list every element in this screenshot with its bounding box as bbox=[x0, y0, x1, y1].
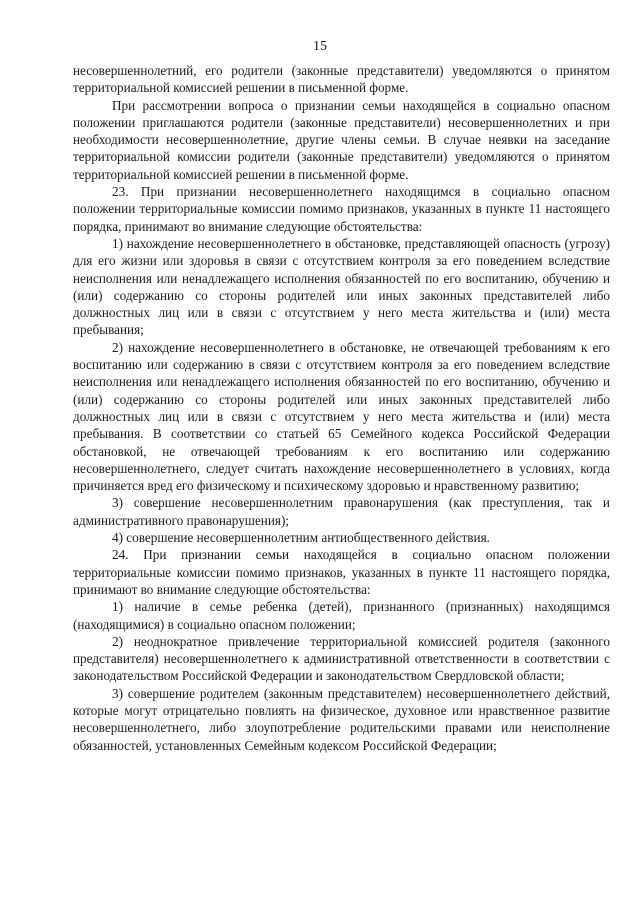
paragraph-invitation: При рассмотрении вопроса о признании семьи находящейся в социально опасном положении приглашаются родители (законные представители) несовершеннолетних и при необходимости несовершеннолетние, другие члены семьи. В случае неявки на заседание территориальной комиссии родители (законные представители) уведомляются о принятом территориальной комиссией решении в письменной форме. bbox=[73, 97, 610, 182]
list-item-23-4: 4) совершение несовершеннолетним антиобщественного действия. bbox=[112, 530, 490, 546]
list-item-23-3: 3) совершение несовершеннолетним правонарушения (как преступления, так и административного правонарушения); bbox=[73, 495, 610, 528]
body-text bbox=[73, 62, 610, 754]
paragraph-clause-24: 24. При признании семьи находящейся в социально опасном положении территориальные комиссии помимо признаков, указанных в пункте 11 настоящего порядка, принимают во внимание следующие обстоятельства: bbox=[73, 547, 610, 597]
list-item-24-1: 1) наличие в семье ребенка (детей), признанного (признанных) находящимся (находящимися) в социально опасном положении; bbox=[73, 599, 610, 632]
page-number: 15 bbox=[313, 39, 327, 54]
list-item-23-1: 1) нахождение несовершеннолетнего в обстановке, представляющей опасность (угрозу) для его жизни или здоровья в связи с отсутствием контроля за его поведением вследствие неисполнения или ненадлежащего исполнения обязанностей по его воспитанию, обучению и (или) содержанию со стороны родителей или иных законных представителей либо должностных лиц или в связи с отсутствием у него места жительства и (или) места пребывания; bbox=[73, 235, 610, 338]
paragraph-continuation: несовершеннолетний, его родители (законные представители) уведомляются о принятом территориальной комиссией решении в письменной форме. bbox=[73, 63, 610, 96]
list-item-23-2: 2) нахождение несовершеннолетнего в обстановке, не отвечающей требованиям к его воспитанию или содержанию в связи с отсутствием контроля за его поведением вследствие неисполнения или ненадлежащего исполнения обязанностей по его воспитанию, обучению и (или) содержанию со стороны родителей или иных законных представителей либо должностных лиц или в связи с отсутствием у него места жительства и (или) места пребывания. В соответствии со статьей 65 Семейного кодекса Российской Федерации обстановкой, не отвечающей требованиям к его воспитанию или содержанию несовершеннолетнего, следует считать нахождение несовершеннолетнего в условиях, когда причиняется вред его физическому и психическому здоровью и нравственному развитию; bbox=[73, 339, 610, 494]
paragraph-clause-23: 23. При признании несовершеннолетнего находящимся в социально опасном положении территориальные комиссии помимо признаков, указанных в пункте 11 настоящего порядка, принимают во внимание следующие обстоятельства: bbox=[73, 184, 610, 234]
list-item-24-2: 2) неоднократное привлечение территориальной комиссией родителя (законного представителя) несовершеннолетнего к административной ответственности в соответствии с законодательством Российской Федерации и законодательством Свердловской области; bbox=[73, 633, 610, 684]
list-item-24-3: 3) совершение родителем (законным представителем) несовершеннолетнего действий, которые могут отрицательно повлиять на физическое, духовное или нравственное развитие несовершеннолетнего, либо злоупотребление родительскими правами или неисполнение обязанностей, установленных Семейным кодексом Российской Федерации; bbox=[73, 685, 610, 753]
